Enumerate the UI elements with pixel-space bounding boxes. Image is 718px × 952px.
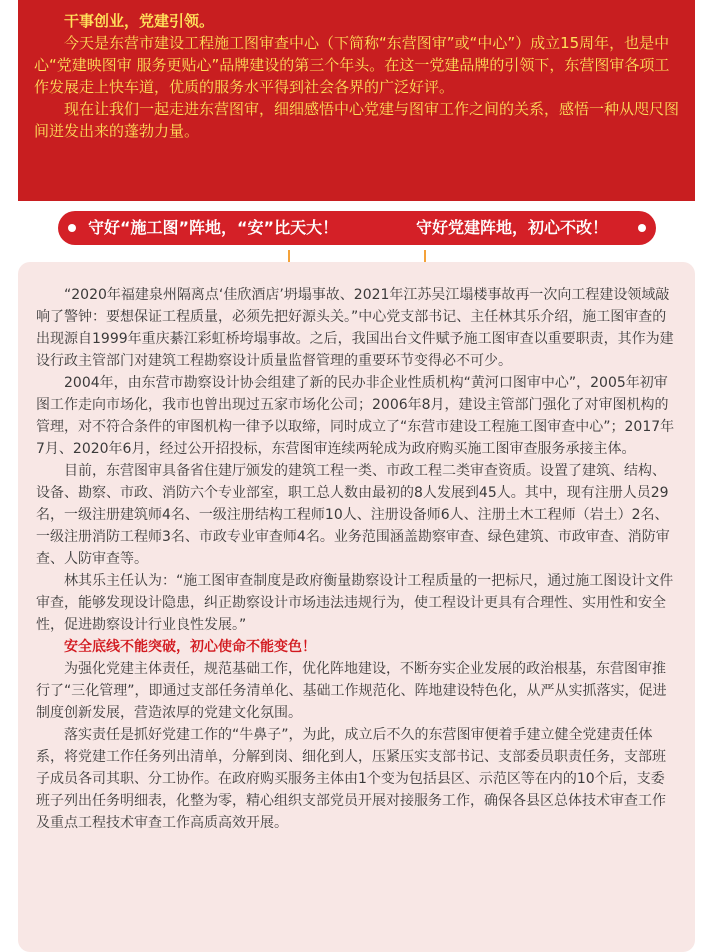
banner-left-slogan: 守好“施工图”阵地，“安”比天大！ xyxy=(88,218,339,237)
article-paragraph: “2020年福建泉州隔离点‘佳欣酒店’坍塌事故、2021年江苏吴江塌楼事故再一次向工程建设领域敲响了警钟：要想保证工程质量，必须先把好源头关。”中心党支部书记、主任林其乐介绍，施工图审查的出现源自1999年重庆綦江彩虹桥垮塌事故。之后，我国出台文件赋予施工图审查以重要职责，其作为建设行政主管部门对建筑工程勘察设计质量监督管理的重要环节变得必不可少。 xyxy=(36,287,674,369)
intro-paragraph: 今天是东营市建设工程施工图审查中心（下简称“东营图审”或“中心”）成立15周年，也是中心“党建映图审 服务更贴心”品牌建设的第三个年头。在这一党建品牌的引领下，东营图审各项工作发展走上快车道，优质的服务水平得到社会各界的广泛好评。 xyxy=(34,34,670,96)
intro-paragraph: 现在让我们一起走进东营图审，细细感悟中心党建与图审工作之间的关系，感悟一种从咫尺图间迸发出来的蓬勃力量。 xyxy=(34,100,680,140)
article-paragraph: 落实责任是抓好党建工作的“牛鼻子”，为此，成立后不久的东营图审便着手建立健全党建责任体系，将党建工作任务列出清单，分解到岗、细化到人，压紧压实支部书记、支部委员职责任务，支部班子成员各司其职、分工协作。在政府购买服务主体由1个变为包括县区、示范区等在内的10个后，支委班子列出任务明细表，化整为零，精心组织支部党员开展对接服务工作，确保各县区总体技术审查工作及重点工程技术审查工作高质高效开展。 xyxy=(36,727,666,831)
section-heading: 安全底线不能突破，初心使命不能变色！ xyxy=(64,639,316,655)
slogan-banner xyxy=(58,211,656,245)
article-paragraph: 2004年，由东营市勘察设计协会组建了新的民办非企业性质机构“黄河口图审中心”，2005年初审图工作走向市场化，我市也曾出现过五家市场化公司；2006年8月，建设主管部门强化了对审图机构的管理，对不符合条件的审图机构一律予以取缔，同时成立了“东营市建设工程施工图审查中心”；2017年7月、2020年6月，经过公开招投标，东营图审连续两轮成为政府购买施工图审查服务承接主体。 xyxy=(36,375,675,457)
banner-dot-icon xyxy=(638,224,646,232)
article-paragraph: 目前，东营图审具备省住建厅颁发的建筑工程一类、市政工程二类审查资质。设置了建筑、结构、设备、勘察、市政、消防六个专业部室，职工总人数由最初的8人发展到45人。其中，现有注册人员29名，一级注册建筑师4名、一级注册结构工程师10人、注册设备师6人、注册土木工程师（岩土）2名、一级注册消防工程师3名、市政专业审查师4名。业务范围涵盖勘察审查、绿色建筑、市政审查、消防审查、人防审查等。 xyxy=(36,463,670,567)
banner-dot-icon xyxy=(68,224,76,232)
article-section xyxy=(18,262,695,952)
intro-heading: 干事创业，党建引领。 xyxy=(64,12,215,30)
banner-right-slogan: 守好党建阵地，初心不改！ xyxy=(416,218,609,237)
intro-section xyxy=(18,0,695,201)
article-paragraph: 林其乐主任认为：“施工图审查制度是政府衡量勘察设计工程质量的一把标尺，通过施工图设计文件审查，能够发现设计隐患，纠正勘察设计市场违法违规行为，使工程设计更具有合理性、实用性和安全性，促进勘察设计行业良性发展。” xyxy=(36,573,674,633)
article-paragraph: 为强化党建主体责任，规范基础工作，优化阵地建设，不断夯实企业发展的政治根基，东营图审推行了“三化管理”，即通过支部任务清单化、基础工作规范化、阵地建设特色化，从严从实抓落实，促进制度创新发展，营造浓厚的党建文化氛围。 xyxy=(36,661,667,721)
